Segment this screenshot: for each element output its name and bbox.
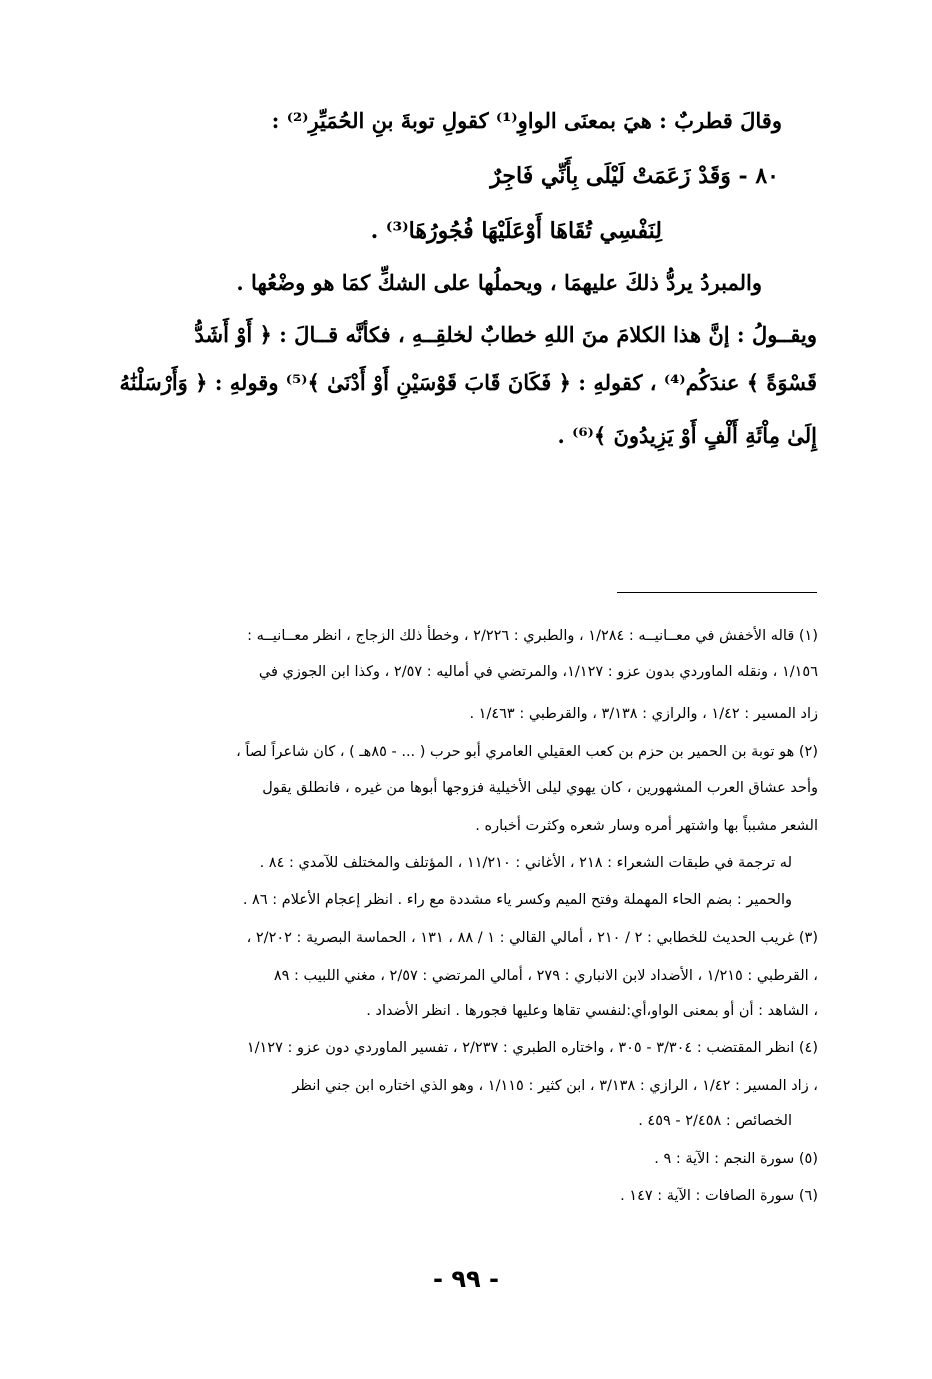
footnote-line: ، زاد المسير : ١/٤٢ ، الرازي : ٣/١٣٨ ، ابن كثير : ١/١١٥ ، وهو الذي اختاره ابن جني انظر bbox=[292, 1078, 818, 1094]
footnote-line: زاد المسير : ١/٤٢ ، والرازي : ٣/١٣٨ ، والقرطبي : ١/٤٦٣ . bbox=[469, 706, 818, 722]
footnote-separator bbox=[617, 592, 817, 593]
poem-verse-first-hemistich: ٨٠ - وَقَدْ زَعَمَتْ لَيْلَى بِأَنِّي فَاجِرٌ bbox=[490, 163, 779, 189]
footnote-line: ، الشاهد : أن أو بمعنى الواو،أي:لنفسي تقاها وعليها فجورها . انظر الأضداد . bbox=[366, 1003, 818, 1019]
footnote-line: الخصائص : ٢/٤٥٨ - ٤٥٩ . bbox=[638, 1113, 792, 1129]
main-text-line: ويقــولُ : إنَّ هذا الكلامَ منَ اللهِ خطابٌ لخلقِــهِ ، فكأنَّه قــالَ : ﴿ أَوْ أَشَدُّ bbox=[194, 322, 817, 347]
main-text-line: والمبردُ يردُّ ذلكَ عليهمَا ، ويحملُها على الشكِّ كمَا هو وضْعُها . bbox=[236, 270, 762, 295]
main-text-line: إِلَىٰ مِاْئَةِ أَلْفٍ أَوْ يَزِيدُونَ ﴾⁽⁶⁾ . bbox=[557, 423, 817, 448]
footnote-line: له ترجمة في طبقات الشعراء : ٢١٨ ، الأغاني : ١١/٢١٠ ، المؤتلف والمختلف للآمدي : ٨٤ . bbox=[259, 855, 792, 871]
footnote-line: (٥) سورة النجم : الآية : ٩ . bbox=[654, 1151, 818, 1167]
footnote-line: والحمير : بضم الحاء المهملة وفتح الميم وكسر ياء مشددة مع راء . انظر إعجام الأعلام : ٨٦ . bbox=[242, 892, 792, 908]
main-text-line: قَسْوَةً ﴾ عندَكُم⁽⁴⁾ ، كقولهِ : ﴿ فَكَانَ قَابَ قَوْسَيْنِ أَوْ أَدْنَىٰ ﴾⁽⁵⁾ وقولهِ : ﴿ وَأَرْسَلْنَٰهُ bbox=[119, 370, 817, 395]
footnote-line: (٤) انظر المقتضب : ٣/٣٠٤ - ٣٠٥ ، واختاره الطبري : ٢/٢٣٧ ، تفسير الماوردي دون عزو : ١/١٢٧ bbox=[246, 1040, 818, 1056]
footnote-line: ، القرطبي : ١/٢١٥ ، الأضداد لابن الانباري : ٢٧٩ ، أمالي المرتضي : ٢/٥٧ ، مغني اللبيب : ٨٩ bbox=[273, 968, 818, 984]
footnote-line: (١) قاله الأخفش في معــانيــه : ١/٢٨٤ ، والطبري : ٢/٢٢٦ ، وخطأ ذلك الزجاج ، انظر معــانيــه : bbox=[247, 628, 818, 644]
footnote-line: وأحد عشاق العرب المشهورين ، كان يهوي ليلى الأخيلية فزوجها أبوها من غيره ، فانطلق يقول bbox=[262, 780, 818, 796]
footnote-line: الشعر مشبباً بها واشتهر أمره وسار شعره وكثرت أخباره . bbox=[475, 818, 818, 834]
poem-verse-second-hemistich: لِنَفْسِي تُقَاهَا أَوْعَلَيْهَا فُجُورُهَا⁽³⁾ . bbox=[370, 218, 662, 244]
footnote-line: (٣) غريب الحديث للخطابي : ٢ / ٢١٠ ، أمالي القالي : ١ / ٨٨ ، ١٣١ ، الحماسة البصرية : ٢/٢٠٢ ، bbox=[246, 930, 818, 946]
main-text-line: وقالَ قطربٌ : هيَ بمعنَى الواوِ⁽¹⁾ كقولِ توبةَ بنِ الحُمَيِّرِ⁽²⁾ : bbox=[271, 108, 782, 133]
footnote-line: (٢) هو توبة بن الحمير بن حزم بن كعب العقيلي العامري أبو حرب ( ... - ٨٥هـ ) ، كان شاعراً لصاً ، bbox=[236, 744, 818, 760]
footnote-line: (٦) سورة الصافات : الآية : ١٤٧ . bbox=[620, 1188, 818, 1204]
footnote-line: ١/١٥٦ ، ونقله الماوردي بدون عزو : ١/١٢٧، والمرتضي في أماليه : ٢/٥٧ ، وكذا ابن الجوزي في bbox=[258, 664, 818, 680]
page-number: - ٩٩ - bbox=[433, 1265, 499, 1293]
